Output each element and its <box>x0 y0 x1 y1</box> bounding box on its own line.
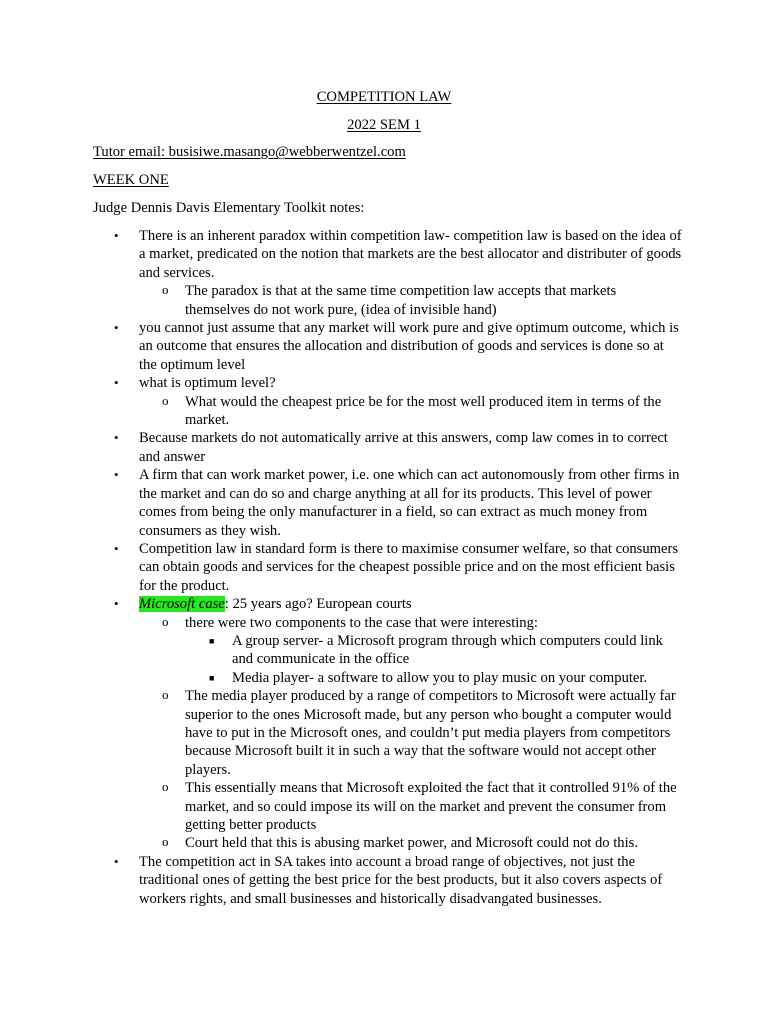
list-item-text: you cannot just assume that any market will work pure and give optimum outcome, which is an outcome that ensures the allocation and distribution of goods and services is done so at the optimum level <box>139 320 679 373</box>
list-item <box>139 834 683 852</box>
circle-marker: o <box>162 282 169 298</box>
sub-list <box>139 614 683 853</box>
list-item <box>93 540 683 595</box>
circle-marker: o <box>162 779 169 795</box>
list-item <box>139 282 683 319</box>
list-item-text: what is optimum level? <box>139 375 276 392</box>
intro-line: Judge Dennis Davis Elementary Toolkit notes: <box>93 200 365 216</box>
sub-list <box>139 393 683 430</box>
list-item-text: This essentially means that Microsoft exploited the fact that it controlled 91% of the market, and so could impose its will on the market and prevent the consumer from getting better products <box>185 780 677 833</box>
circle-marker: o <box>162 834 169 850</box>
square-marker: ■ <box>209 672 215 683</box>
notes-list <box>93 227 683 908</box>
bullet-marker: • <box>114 596 119 612</box>
list-item <box>93 853 683 908</box>
highlighted-text: Microsoft case <box>139 596 225 613</box>
list-item <box>93 227 683 319</box>
circle-marker: o <box>162 687 169 703</box>
list-item <box>93 595 683 853</box>
bullet-marker: • <box>114 853 119 869</box>
list-item <box>185 669 683 687</box>
document-title: COMPETITION LAW <box>316 89 452 105</box>
list-item-text: Because markets do not automatically arrive at this answers, comp law comes in to correct and answer <box>139 430 668 465</box>
list-item <box>185 632 683 669</box>
list-item-text: What would the cheapest price be for the most well produced item in terms of the market. <box>185 393 662 429</box>
list-item <box>139 393 683 430</box>
list-item <box>93 466 683 540</box>
bullet-marker: • <box>114 375 119 391</box>
list-item-text: Court held that this is abusing market power, and Microsoft could not do this. <box>185 835 638 852</box>
tutor-email: Tutor email: busisiwe.masango@webberwentzel.com <box>93 144 406 160</box>
bullet-marker: • <box>114 228 119 243</box>
sub-sub-list <box>185 632 683 687</box>
list-item-text: There is an inherent paradox within competition law- competition law is based on the idea of a market, predicated on the notion that markets are the best allocator and distributer of goods and services. <box>139 228 682 281</box>
list-item <box>93 319 683 374</box>
bullet-marker: • <box>114 467 119 483</box>
list-item-text-rest: : 25 years ago? European courts <box>224 596 412 613</box>
list-item-text: Competition law in standard form is there to maximise consumer welfare, so that consumers can obtain goods and services for the cheapest possible price and on the most efficient basis for the product. <box>139 540 679 594</box>
list-item-text: The paradox is that at the same time competition law accepts that markets themselves do not work pure, (idea of invisible hand) <box>185 283 617 318</box>
bullet-marker: • <box>114 430 119 446</box>
list-item-text: A group server- a Microsoft program through which computers could link and communicate in the office <box>232 632 663 668</box>
week-heading: WEEK ONE <box>93 172 169 188</box>
list-item <box>93 429 683 466</box>
sub-list <box>139 282 683 319</box>
list-item-text <box>139 595 683 613</box>
list-item <box>139 687 683 779</box>
bullet-marker: • <box>114 540 119 556</box>
square-marker: ■ <box>209 635 215 646</box>
bullet-marker: • <box>114 320 119 336</box>
list-item-text: Media player- a software to allow you to play music on your computer. <box>232 669 648 686</box>
list-item-text: there were two components to the case that were interesting: <box>185 614 538 631</box>
list-item-text: The competition act in SA takes into account a broad range of objectives, not just the traditional ones of getting the best price for the best products, but it also covers aspects of workers rights, and small businesses and historically disadvangated businesses. <box>139 853 663 907</box>
list-item-text: A firm that can work market power, i.e. one which can act autonomously from other firms in the market and can do so and charge anything at all for its products. This level of power comes from being the only manufacturer in a field, so can extract as much money from consumers as they wish. <box>139 467 680 539</box>
list-item-text: The media player produced by a range of competitors to Microsoft were actually far superior to the ones Microsoft made, but any person who bought a computer would have to put in the Microsoft ones, and couldn’t put media players from competitors because Microsoft built it in such a way that the software would not accept other players. <box>185 688 676 778</box>
list-item <box>139 614 683 688</box>
list-item <box>93 374 683 429</box>
circle-marker: o <box>162 613 169 629</box>
circle-marker: o <box>162 392 169 408</box>
list-item <box>139 779 683 834</box>
semester-label: 2022 SEM 1 <box>347 117 421 133</box>
